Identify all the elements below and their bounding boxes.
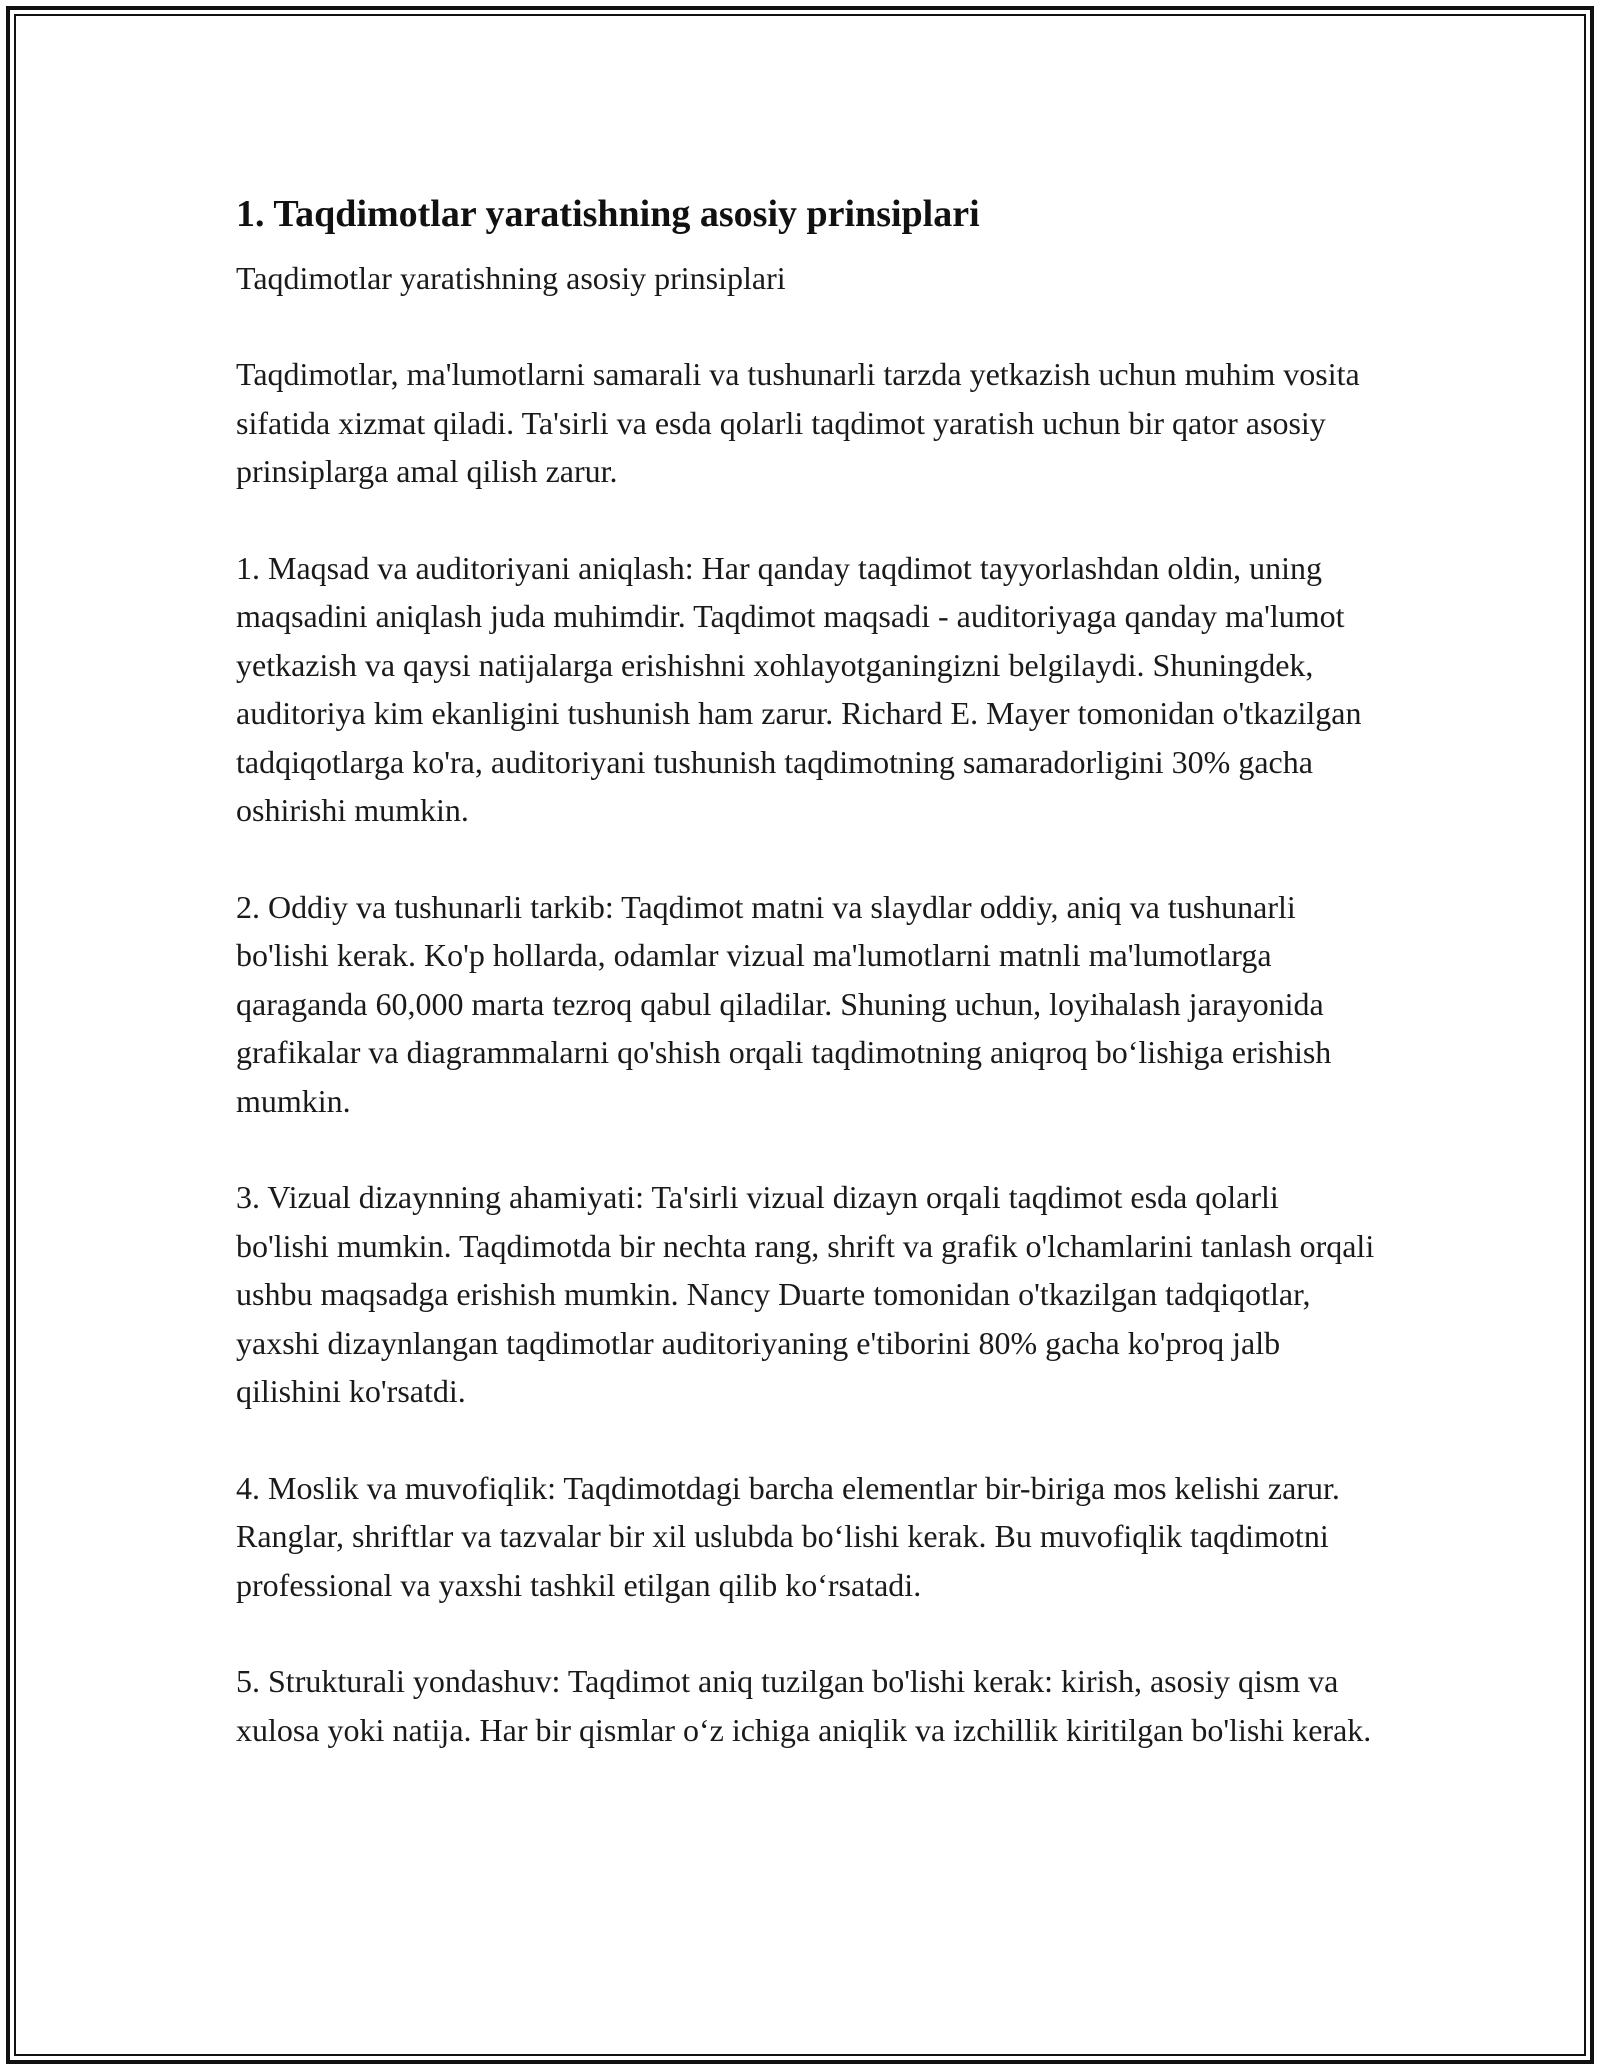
principle-paragraph-4: 4. Moslik va muvofiqlik: Taqdimotdagi barcha elementlar bir-biriga mos kelishi zarur. Ranglar, shriftlar va tazvalar bir xil uslubda bo‘lishi kerak. Bu muvofiqlik taqdimotni professional va yaxshi tashkil etilgan qilib ko‘rsatadi. [236, 1469, 1340, 1603]
principle-paragraph-2: 2. Oddiy va tushunarli tarkib: Taqdimot matni va slaydlar oddiy, aniq va tushunarli bo'lishi kerak. Ko'p hollarda, odamlar vizual ma'lumotlarni matnli ma'lumotlarga qaraganda 60,000 marta tezroq qabul qiladilar. Shuning uchun, loyihalash jarayonida grafikalar va diagrammalarni qo'shish orqali taqdimotning aniqroq bo‘lishiga erishish mumkin. [236, 888, 1332, 1119]
document-content [236, 186, 1376, 1754]
intro-paragraph: Taqdimotlar, ma'lumotlarni samarali va tushunarli tarzda yetkazish uchun muhim vosita sifatida xizmat qiladi. Ta'sirli va esda qolarli taqdimot yaratish uchun bir qator asosiy prinsiplarga amal qilish zarur. [236, 356, 1360, 489]
section-subtitle: Taqdimotlar yaratishning asosiy prinsiplari [236, 260, 786, 296]
principle-paragraph-3: 3. Vizual dizaynning ahamiyati: Ta'sirli vizual dizayn orqali taqdimot esda qolarli bo'lishi mumkin. Taqdimotda bir nechta rang, shrift va grafik o'lchamlarini tanlash orqali ushbu maqsadga erishish mumkin. Nancy Duarte tomonidan o'tkazilgan tadqiqotlar, yaxshi dizaynlangan taqdimotlar auditoriyaning e'tiborini 80% gacha ko'proq jalb qilishini ko'rsatdi. [236, 1179, 1375, 1409]
principle-paragraph-5: 5. Strukturali yondashuv: Taqdimot aniq tuzilgan bo'lishi kerak: kirish, asosiy qism va xulosa yoki natija. Har bir qismlar o‘z ichiga aniqlik va izchillik kiritilgan bo'lishi kerak. [236, 1663, 1372, 1748]
section-heading: 1. Taqdimotlar yaratishning asosiy prinsiplari [236, 193, 980, 235]
principle-paragraph-1: 1. Maqsad va auditoriyani aniqlash: Har qanday taqdimot tayyorlashdan oldin, uning maqsadini aniqlash juda muhimdir. Taqdimot maqsadi - auditoriyaga qanday ma'lumot yetkazish va qaysi natijalarga erishishni xohlayotganingizni belgilaydi. Shuningdek, auditoriya kim ekanligini tushunish ham zarur. Richard E. Mayer tomonidan o'tkazilgan tadqiqotlarga ko'ra, auditoriyani tushunish taqdimotning samaradorligini 30% gacha oshirishi mumkin. [236, 549, 1362, 828]
